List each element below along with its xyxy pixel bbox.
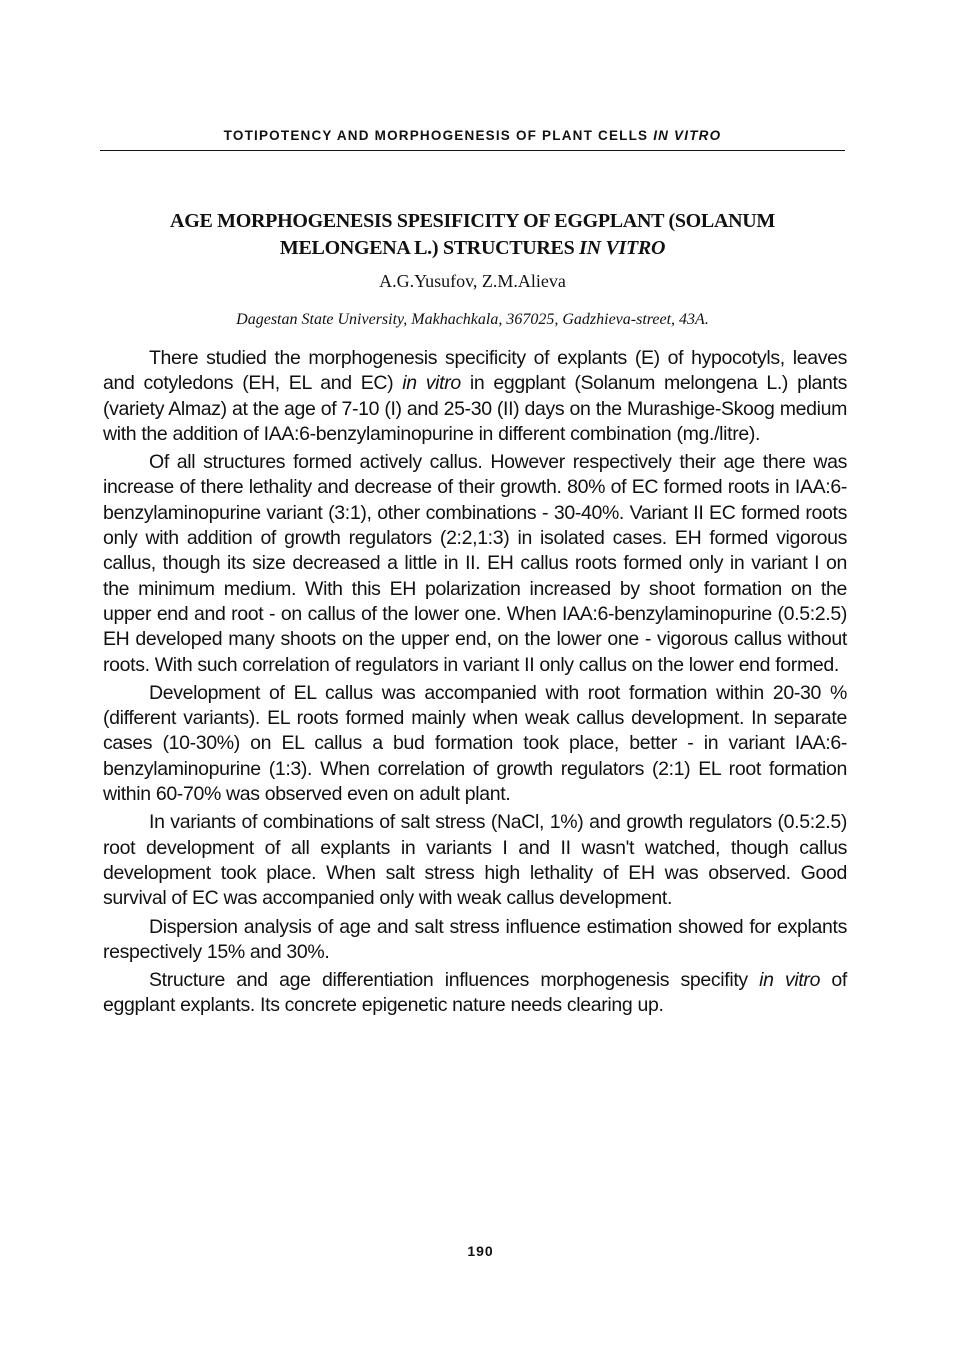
running-header-text: TOTIPOTENCY AND MORPHOGENESIS OF PLANT CELLS (223, 128, 649, 143)
paragraph-1-start: There studied the morphogenesis specificity of explants (E) of hypocotyls, leaves and cotyledons (EH, EL and EC) (103, 347, 847, 395)
article-title-text: AGE MORPHOGENESIS SPESIFICITY OF EGGPLANT (SOLANUM MELONGENA L.) STRUCTURES (170, 210, 775, 259)
paragraph-2: Of all structures formed actively callus. However respectively their age there was increase of there lethality and decrease of their growth. 80% of EC formed roots in IAA:6-benzylaminopurine variant (3:1), other combinations - 30-40%. Variant II EC formed roots only with addition of growth regulators (2:2,1:3) in isolated cases. EH formed vigorous callus, though its size decreased a little in II. EH callus roots formed only in variant I on the minimum medium. With this EH polarization increased by shoot formation on the upper end and root - on callus of the lower one. When IAA:6-benzylaminopurine (0.5:2.5) EH developed many shoots on the upper end, on the lower one - vigorous callus without roots. With such correlation of regulators in variant II only callus on the lower end formed. (103, 451, 847, 676)
paragraph-6-italic: in vitro (759, 969, 821, 992)
page-number: 190 (467, 1243, 494, 1259)
article-title (110, 208, 835, 262)
header-rule (100, 150, 845, 151)
paragraph-1-end: in eggplant (Solanum melongena L.) plants (variety Almaz) at the age of 7-10 (I) and 25-30 (II) days on the Murashige-Skoog medium with the addition of IAA:6-benzylaminopurine in different combination (mg./litre). (103, 372, 848, 445)
paragraph-3: Development of EL callus was accompanied with root formation within 20-30 % (different variants). EL roots formed mainly when weak callus development. In separate cases (10-30%) on EL callus a bud formation took place, better - in variant IAA:6-benzylaminopurine (1:3). When correlation of growth regulators (2:1) EL root formation within 60-70% was observed even on adult plant. (103, 681, 847, 806)
paragraph-1-italic: in vitro (402, 372, 461, 395)
affiliation: Dagestan State University, Makhachkala, 367025, Gadzhieva-street, 43A. (236, 311, 709, 328)
article-body (103, 346, 847, 1022)
paragraph-1 (103, 346, 847, 447)
paragraph-6-end: of eggplant explants. Its concrete epigenetic nature needs clearing up. (103, 969, 847, 1017)
paragraph-4: In variants of combinations of salt stress (NaCl, 1%) and growth regulators (0.5:2.5) root development of all explants in variants I and II wasn't watched, though callus development took place. When salt stress high lethality of EH was observed. Good survival of EC was accompanied only with weak callus development. (103, 811, 847, 910)
running-header (100, 128, 845, 143)
paragraph-6-start: Structure and age differentiation influences morphogenesis specifity (149, 969, 748, 992)
paragraph-5: Dispersion analysis of age and salt stress influence estimation showed for explants respectively 15% and 30%. (103, 915, 847, 963)
authors: A.G.Yusufov, Z.M.Alieva (379, 271, 566, 291)
article-title-italic: IN VITRO (579, 237, 666, 259)
running-header-italic: IN VITRO (653, 128, 722, 143)
paragraph-6 (103, 968, 847, 1019)
